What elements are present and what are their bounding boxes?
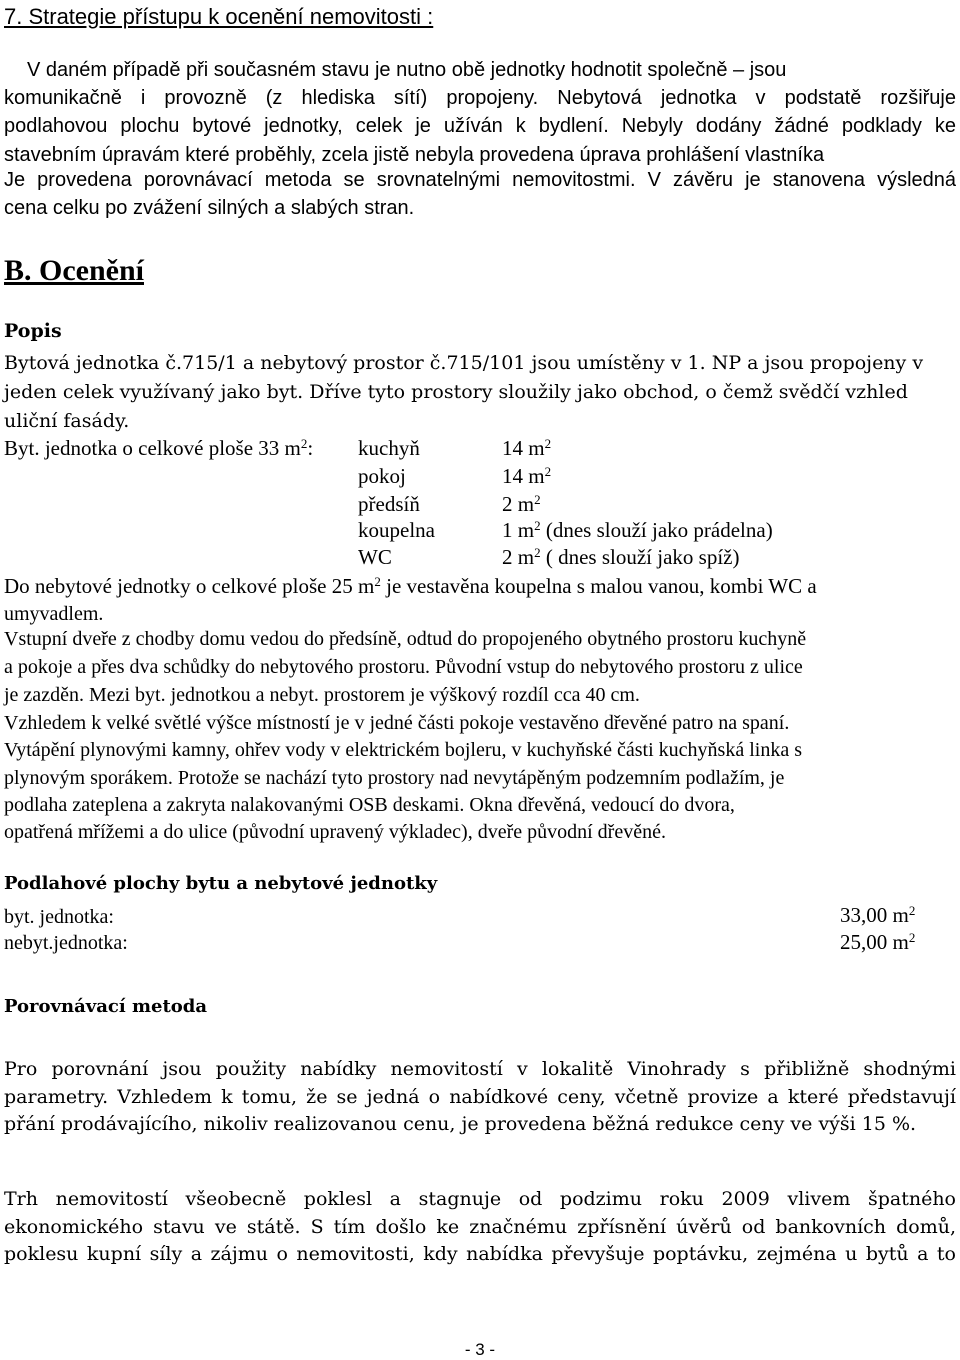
room-area-2 xyxy=(502,463,552,488)
nebyt-line-9: podlaha zateplena a zakryta nalakovanými OSB deskami. Okna dřevěná, vedoucí do dvora, xyxy=(4,794,735,816)
popis-line-3: uliční fasády. xyxy=(4,410,130,432)
popis-heading: Popis xyxy=(4,320,62,342)
area-value-nebyt-sup: 2 xyxy=(908,929,916,945)
nebyt-line-6: Vzhledem k velké světlé výšce místností je v jedné části pokoje vestavěno dřevěné patro na spaní. xyxy=(4,712,790,734)
nebyt-line-1-rest: je vestavěna koupelna s malou vanou, kombi WC a xyxy=(380,574,817,598)
room-area-5-note: ( dnes slouží jako spíž) xyxy=(540,545,740,569)
intro-line-2: komunikačně i provozně (z hlediska sítí) propojeny. Nebytová jednotka v podstatě rozšiřuje xyxy=(4,87,956,109)
room-area-4-sup: 2 xyxy=(534,517,541,533)
room-area-5-value: 2 m xyxy=(502,545,535,569)
intro-line-3: podlahovou plochu bytové jednotky, celek je užíván k bydlení. Nebyly dodány žádné podklady ke xyxy=(4,115,956,137)
room-area-2-value: 14 m xyxy=(502,464,545,488)
room-area-4-note: (dnes slouží jako prádelna) xyxy=(540,518,773,542)
area-value-nebyt-text: 25,00 m xyxy=(840,930,909,954)
area-value-nebyt xyxy=(840,929,916,954)
page-number: - 3 - xyxy=(464,1340,496,1359)
nebyt-line-2: umyvadlem. xyxy=(4,603,104,625)
byt-jednotka-intro xyxy=(4,435,314,460)
method-line-2: parametry. Vzhledem k tomu, že se jedná o nabídkové ceny, včetně provize a které představují xyxy=(4,1086,956,1108)
room-name-2: pokoj xyxy=(358,464,406,488)
market-line-3: poklesu kupní síly a zájmu o nemovitosti, kdy nabídka převyšuje poptávku, zejména u bytů a to xyxy=(4,1243,956,1265)
room-area-1-sup: 2 xyxy=(544,435,552,451)
nebyt-line-4: a pokoje a přes dva schůdky do nebytového prostoru. Původní vstup do nebytového prostoru z ulice xyxy=(4,656,803,678)
popis-line-2: jeden celek využívaný jako byt. Dříve tyto prostory sloužily jako obchod, o čemž svědčí vzhled xyxy=(4,381,908,403)
section-title: 7. Strategie přístupu k ocenění nemovitosti : xyxy=(4,4,434,29)
area-value-byt-sup: 2 xyxy=(908,902,916,918)
nebyt-line-1-sup: 2 xyxy=(374,573,381,589)
room-area-3-sup: 2 xyxy=(534,491,541,507)
nebyt-line-10: opatřená mřížemi a do ulice (původní upravený výkladec), dveře původní dřevěné. xyxy=(4,821,666,843)
market-line-1: Trh nemovitostí všeobecně poklesl a stagnuje od podzimu roku 2009 vlivem špatného xyxy=(4,1188,956,1210)
room-area-1-value: 14 m xyxy=(502,436,545,460)
area-value-byt xyxy=(840,902,916,927)
nebyt-line-5: je zazděn. Mezi byt. jednotkou a nebyt. prostorem je výškový rozdíl cca 40 cm. xyxy=(4,684,640,706)
intro-line-6: cena celku po zvážení silných a slabých stran. xyxy=(4,197,415,219)
intro-line-5: Je provedena porovnávací metoda se srovnatelnými nemovitostmi. V závěru je stanovena výsledná xyxy=(4,169,956,191)
nebyt-line-3: Vstupní dveře z chodby domu vedou do předsíně, odtud do propojeného obytného prostoru kuchyně xyxy=(4,628,807,650)
nebyt-line-1-text: Do nebytové jednotky o celkové ploše 25 m xyxy=(4,574,375,598)
room-area-3-value: 2 m xyxy=(502,492,535,516)
room-name-5: WC xyxy=(358,545,392,569)
areas-heading: Podlahové plochy bytu a nebytové jednotky xyxy=(4,873,438,894)
room-area-1 xyxy=(502,435,552,460)
nebyt-line-7: Vytápění plynovými kamny, ohřev vody v elektrickém bojleru, v kuchyňské části kuchyňská linka s xyxy=(4,739,802,761)
intro-line-1: V daném případě při současném stavu je nutno obě jednotky hodnotit společně – jsou xyxy=(27,59,787,81)
nebyt-line-1 xyxy=(4,573,956,598)
room-area-2-sup: 2 xyxy=(544,463,552,479)
room-name-4: koupelna xyxy=(358,518,435,542)
heading-b-oceneni: B. Ocenění xyxy=(4,254,144,287)
method-line-1: Pro porovnání jsou použity nabídky nemovitostí v lokalitě Vinohrady s přibližně shodnými xyxy=(4,1058,956,1080)
method-heading: Porovnávací metoda xyxy=(4,996,208,1017)
room-area-4 xyxy=(502,517,773,542)
room-area-4-value: 1 m xyxy=(502,518,535,542)
area-value-byt-text: 33,00 m xyxy=(840,903,909,927)
area-label-nebyt: nebyt.jednotka: xyxy=(4,932,128,954)
room-area-5-sup: 2 xyxy=(534,544,541,560)
byt-prefix-colon: : xyxy=(307,436,314,460)
room-name-1: kuchyň xyxy=(358,436,420,460)
room-area-5 xyxy=(502,544,740,569)
method-line-3: přání prodávajícího, nikoliv realizovanou cenu, je provedena běžná redukce ceny ve výši 15 %. xyxy=(4,1113,917,1135)
byt-prefix-text: Byt. jednotka o celkové ploše 33 m xyxy=(4,436,301,460)
market-line-2: ekonomického stavu ve státě. S tím došlo ke značnému zpřísnění úvěrů od bankovních domů, xyxy=(4,1216,956,1238)
room-area-3 xyxy=(502,491,541,516)
nebyt-line-8: plynovým sporákem. Protože se nachází tyto prostory nad nevytápěným podzemním podlažím, je xyxy=(4,767,785,789)
byt-prefix-sup: 2 xyxy=(300,435,308,451)
room-name-3: předsíň xyxy=(358,492,420,516)
intro-line-4: stavebním úpravám které proběhly, zcela jistě nebyla provedena úprava prohlášení vlastníka xyxy=(4,144,825,166)
area-label-byt: byt. jednotka: xyxy=(4,906,114,928)
popis-line-1: Bytová jednotka č.715/1 a nebytový prostor č.715/101 jsou umístěny v 1. NP a jsou propojeny v xyxy=(4,352,924,374)
